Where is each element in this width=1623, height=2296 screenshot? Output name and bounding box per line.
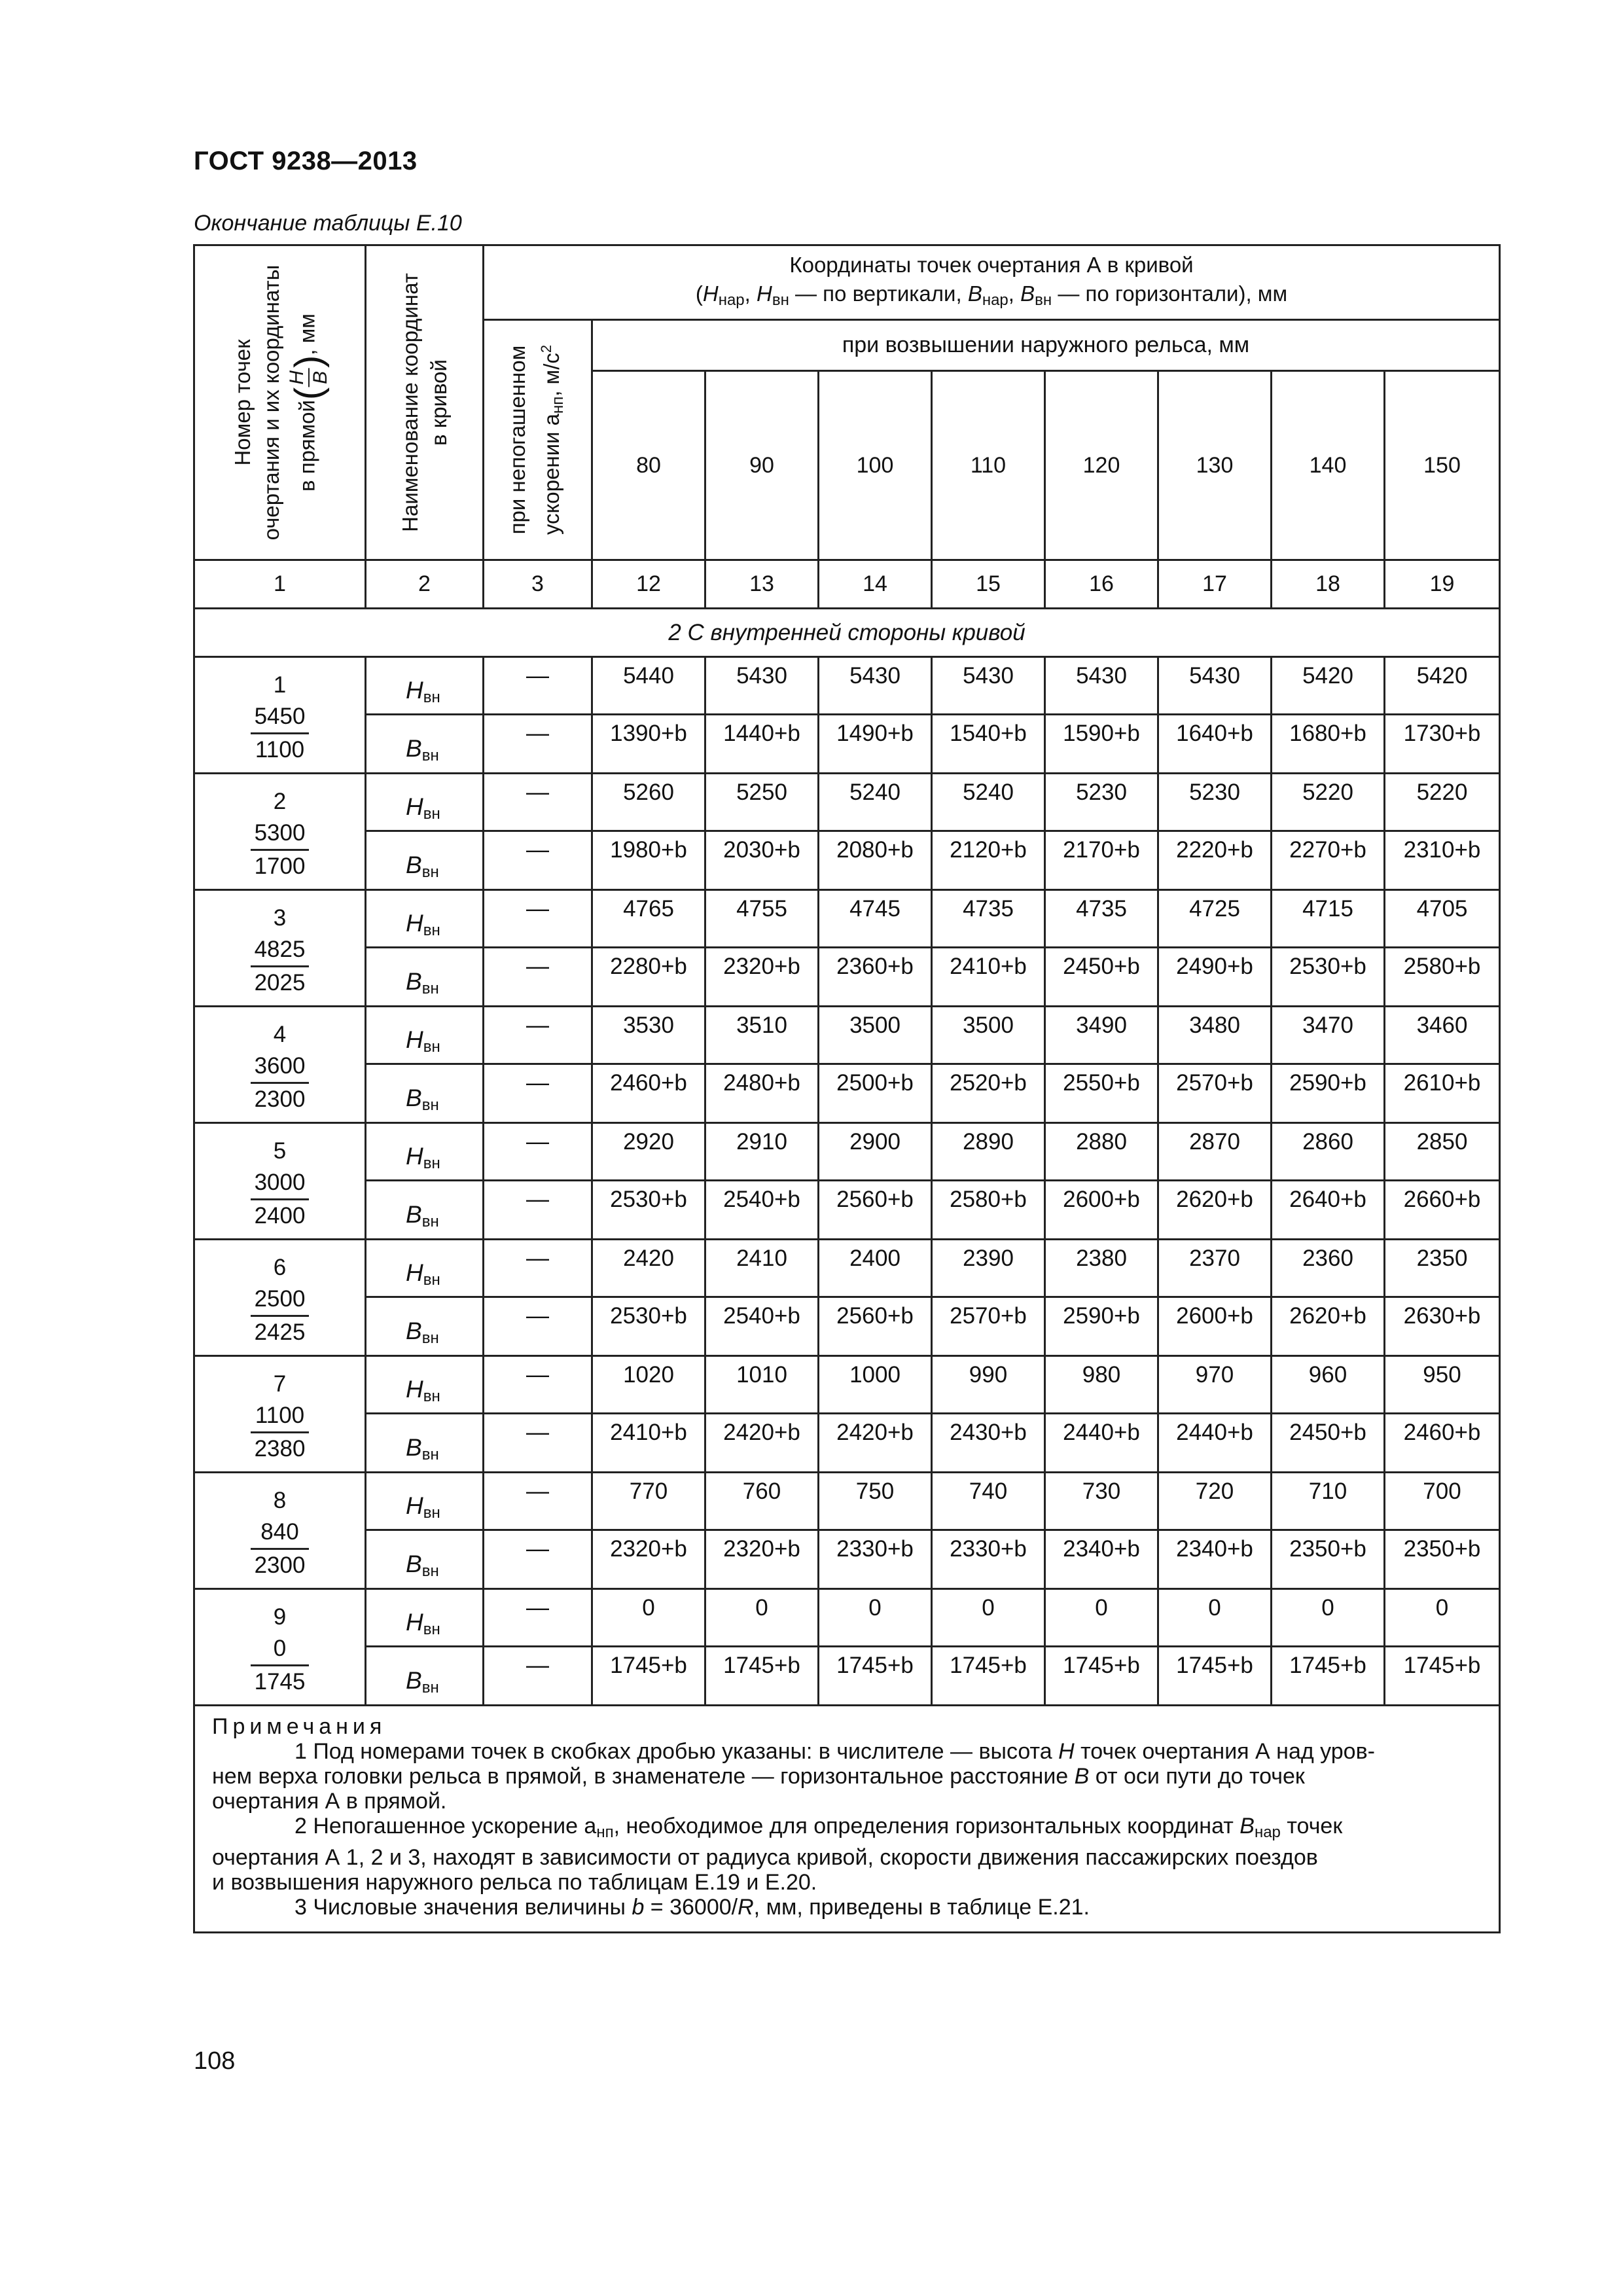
table-caption: Окончание таблицы Е.10 [194, 211, 462, 236]
value-cell: 0 [1045, 1589, 1158, 1647]
value-cell: 5430 [932, 657, 1045, 715]
value-cell: 2420+b [705, 1414, 819, 1473]
fraction-denominator: 1100 [255, 737, 305, 762]
fraction-numerator: 3600 [251, 1050, 310, 1084]
value-cell: 2430+b [932, 1414, 1045, 1473]
acceleration-cell: — [484, 1240, 592, 1297]
coordinate-h-label: $H_{вн}$ [366, 1473, 484, 1530]
value-cell: 2440+b [1158, 1414, 1272, 1473]
value-cell: 5240 [932, 774, 1045, 831]
value-cell: 2340+b [1045, 1530, 1158, 1589]
value-cell: 2620+b [1158, 1181, 1272, 1240]
fraction-denominator: 2300 [254, 1086, 306, 1112]
value-cell: 2220+b [1158, 831, 1272, 890]
value-cell: 2520+b [932, 1064, 1045, 1123]
value-cell: 2530+b [1272, 948, 1385, 1007]
coordinate-h-label: $H_{вн}$ [366, 1007, 484, 1064]
value-cell: 2630+b [1385, 1297, 1500, 1356]
value-cell: 2420+b [819, 1414, 932, 1473]
value-cell: 1010 [705, 1356, 819, 1414]
value-cell: 1540+b [932, 715, 1045, 774]
acceleration-cell: — [484, 831, 592, 890]
fraction-numerator: 5300 [251, 817, 310, 851]
point-fraction [251, 1400, 310, 1465]
point-number: 9 [273, 1604, 287, 1630]
table-row [194, 948, 1500, 1007]
value-cell: 2270+b [1272, 831, 1385, 890]
note-1-end: очертания А в прямой. [212, 1789, 447, 1814]
value-cell: 1490+b [819, 715, 932, 774]
value-cell: 0 [592, 1589, 705, 1647]
value-cell: 5430 [819, 657, 932, 715]
point-number: 1 [273, 672, 287, 698]
value-cell: 0 [705, 1589, 819, 1647]
value-cell: 2410+b [592, 1414, 705, 1473]
value-cell: 5230 [1158, 774, 1272, 831]
column-number-cell: 1 [194, 560, 366, 609]
table-row [194, 1181, 1500, 1240]
section-title: 2 С внутренней стороны кривой [194, 609, 1500, 657]
table-row [194, 1356, 1500, 1414]
acceleration-cell: — [484, 1123, 592, 1181]
fraction-numerator: 2500 [251, 1283, 310, 1317]
point-fraction [251, 1283, 310, 1348]
point-cell [194, 1123, 366, 1240]
value-cell: 2360+b [819, 948, 932, 1007]
value-cell: 4745 [819, 890, 932, 948]
acceleration-cell: — [484, 1181, 592, 1240]
coordinate-b-label: $B_{вн}$ [366, 1064, 484, 1123]
point-number: 8 [273, 1488, 287, 1513]
note-3: 3 Числовые значения величины b = 36000/R, мм, приведены в таблице Е.21. [294, 1895, 1090, 1920]
value-cell: 2320+b [705, 948, 819, 1007]
value-cell: 2350+b [1272, 1530, 1385, 1589]
value-cell: 2890 [932, 1123, 1045, 1181]
value-cell: 2420 [592, 1240, 705, 1297]
value-cell: 2580+b [1385, 948, 1500, 1007]
table-row [194, 1473, 1500, 1530]
value-cell: 2460+b [592, 1064, 705, 1123]
value-cell: 4705 [1385, 890, 1500, 948]
value-cell: 2030+b [705, 831, 819, 890]
coordinate-b-label: $B_{вн}$ [366, 1530, 484, 1589]
value-cell: 2450+b [1272, 1414, 1385, 1473]
value-cell: 2920 [592, 1123, 705, 1181]
value-cell: 2910 [705, 1123, 819, 1181]
column-number-cell: 15 [932, 560, 1045, 609]
value-cell: 5260 [592, 774, 705, 831]
value-cell: 2330+b [932, 1530, 1045, 1589]
value-cell: 1640+b [1158, 715, 1272, 774]
value-cell: 0 [1385, 1589, 1500, 1647]
elevation-header-cell: 150 [1385, 371, 1500, 560]
value-cell: 2610+b [1385, 1064, 1500, 1123]
table-row [194, 774, 1500, 831]
column-number-cell: 17 [1158, 560, 1272, 609]
value-cell: 3530 [592, 1007, 705, 1064]
value-cell: 5430 [1158, 657, 1272, 715]
value-cell: 950 [1385, 1356, 1500, 1414]
value-cell: 0 [932, 1589, 1045, 1647]
value-cell: 2530+b [592, 1181, 705, 1240]
coordinate-h-label: $H_{вн}$ [366, 1356, 484, 1414]
point-cell [194, 657, 366, 774]
value-cell: 1745+b [1158, 1647, 1272, 1706]
column-number-cell: 14 [819, 560, 932, 609]
column-number-cell: 18 [1272, 560, 1385, 609]
value-cell: 2860 [1272, 1123, 1385, 1181]
value-cell: 2500+b [819, 1064, 932, 1123]
acceleration-cell: — [484, 1414, 592, 1473]
value-cell: 2340+b [1158, 1530, 1272, 1589]
point-number: 7 [273, 1371, 287, 1397]
value-cell: 2530+b [592, 1297, 705, 1356]
value-cell: 1745+b [932, 1647, 1045, 1706]
elevation-header-cell: 130 [1158, 371, 1272, 560]
value-cell: 2560+b [819, 1297, 932, 1356]
column-number-cell: 13 [705, 560, 819, 609]
fraction-denominator: 2300 [254, 1552, 306, 1578]
value-cell: 5430 [1045, 657, 1158, 715]
table-row [194, 657, 1500, 715]
value-cell: 1730+b [1385, 715, 1500, 774]
table-row [194, 1123, 1500, 1181]
fraction-numerator: 1100 [251, 1400, 310, 1433]
value-cell: 2410 [705, 1240, 819, 1297]
note-2-end: и возвышения наружного рельса по таблицам Е.19 и Е.20. [212, 1870, 817, 1895]
value-cell: 700 [1385, 1473, 1500, 1530]
value-cell: 5420 [1385, 657, 1500, 715]
value-cell: 2480+b [705, 1064, 819, 1123]
coordinate-b-label: $B_{вн}$ [366, 1647, 484, 1706]
header-point-number: Номер точек очертания и их координаты в прямой( H B ), мм [194, 245, 366, 560]
value-cell: 2350+b [1385, 1530, 1500, 1589]
header-coordinate-name: Наименование координат в кривой [366, 245, 484, 560]
value-cell: 2400 [819, 1240, 932, 1297]
value-cell: 720 [1158, 1473, 1272, 1530]
value-cell: 2280+b [592, 948, 705, 1007]
coordinate-b-label: $B_{вн}$ [366, 715, 484, 774]
value-cell: 2380 [1045, 1240, 1158, 1297]
value-cell: 5430 [705, 657, 819, 715]
header-elevation: при возвышении наружного рельса, мм [592, 320, 1500, 371]
point-cell [194, 774, 366, 890]
value-cell: 2600+b [1158, 1297, 1272, 1356]
table-row [194, 831, 1500, 890]
point-number: 4 [273, 1022, 287, 1047]
value-cell: 2320+b [705, 1530, 819, 1589]
table-row [194, 1240, 1500, 1297]
table-row [194, 1064, 1500, 1123]
value-cell: 2460+b [1385, 1414, 1500, 1473]
value-cell: 710 [1272, 1473, 1385, 1530]
point-fraction [251, 1167, 310, 1232]
value-cell: 760 [705, 1473, 819, 1530]
fraction-denominator: 1700 [254, 853, 306, 879]
value-cell: 5220 [1272, 774, 1385, 831]
point-number: 2 [273, 789, 287, 814]
value-cell: 2620+b [1272, 1297, 1385, 1356]
value-cell: 4765 [592, 890, 705, 948]
value-cell: 750 [819, 1473, 932, 1530]
header-coordinates: Координаты точек очертания А в кривой ($H_{нар}$, $H_{вн}$ — по вертикали, $B_{нар}$, $B_{вн}$ — по горизонтали), мм [484, 245, 1500, 320]
value-cell: 730 [1045, 1473, 1158, 1530]
value-cell: 2540+b [705, 1297, 819, 1356]
value-cell: 2900 [819, 1123, 932, 1181]
table-row [194, 1297, 1500, 1356]
notes-block [194, 1706, 1500, 1933]
value-cell: 2590+b [1272, 1064, 1385, 1123]
note-2-cont: очертания А 1, 2 и 3, находят в зависимости от радиуса кривой, скорости движения пассажирских поездов [212, 1845, 1318, 1870]
value-cell: 1000 [819, 1356, 932, 1414]
coordinate-h-label: $H_{вн}$ [366, 1240, 484, 1297]
point-cell [194, 890, 366, 1007]
value-cell: 2390 [932, 1240, 1045, 1297]
value-cell: 2310+b [1385, 831, 1500, 890]
value-cell: 1590+b [1045, 715, 1158, 774]
value-cell: 2540+b [705, 1181, 819, 1240]
fraction-denominator: 2425 [254, 1319, 306, 1345]
point-fraction [251, 1516, 310, 1581]
value-cell: 960 [1272, 1356, 1385, 1414]
fraction-denominator: 1745 [254, 1669, 306, 1695]
value-cell: 2560+b [819, 1181, 932, 1240]
value-cell: 2170+b [1045, 831, 1158, 890]
table-row [194, 1589, 1500, 1647]
fraction-numerator: 840 [251, 1516, 310, 1550]
value-cell: 2870 [1158, 1123, 1272, 1181]
document-code: ГОСТ 9238—2013 [194, 147, 418, 175]
coordinate-b-label: $B_{вн}$ [366, 948, 484, 1007]
acceleration-cell: — [484, 1473, 592, 1530]
header-acceleration: при непогашенном ускорении $а_{нп}$, $м/с^2$ [484, 320, 592, 560]
value-cell: 0 [1158, 1589, 1272, 1647]
coordinates-table [193, 244, 1501, 1933]
value-cell: 5440 [592, 657, 705, 715]
coordinate-b-label: $B_{вн}$ [366, 1414, 484, 1473]
fraction-denominator: 2025 [254, 970, 306, 996]
value-cell: 770 [592, 1473, 705, 1530]
value-cell: 5230 [1045, 774, 1158, 831]
note-2: 2 Непогашенное ускорение $а_{нп}$, необходимое для определения горизонтальных координат $B_{нар}$ точек [294, 1814, 1343, 1841]
value-cell: 1745+b [1272, 1647, 1385, 1706]
acceleration-cell: — [484, 1007, 592, 1064]
elevation-header-cell: 110 [932, 371, 1045, 560]
column-number-cell: 12 [592, 560, 705, 609]
acceleration-cell: — [484, 1589, 592, 1647]
value-cell: 740 [932, 1473, 1045, 1530]
fraction-denominator: 2380 [254, 1436, 306, 1462]
value-cell: 3490 [1045, 1007, 1158, 1064]
fraction-numerator: 5450 [251, 701, 310, 734]
coordinate-h-label: $H_{вн}$ [366, 890, 484, 948]
coordinate-b-label: $B_{вн}$ [366, 1297, 484, 1356]
value-cell: 3510 [705, 1007, 819, 1064]
value-cell: 2410+b [932, 948, 1045, 1007]
point-number: 5 [273, 1138, 287, 1164]
point-fraction [251, 1050, 310, 1115]
elevation-header-cell: 90 [705, 371, 819, 560]
table-row [194, 715, 1500, 774]
value-cell: 1745+b [705, 1647, 819, 1706]
value-cell: 2350 [1385, 1240, 1500, 1297]
point-cell [194, 1007, 366, 1123]
acceleration-cell: — [484, 948, 592, 1007]
acceleration-cell: — [484, 1064, 592, 1123]
elevation-header-cell: 120 [1045, 371, 1158, 560]
page-number: 108 [194, 2047, 236, 2075]
note-1-cont: нем верха головки рельса в прямой, в знаменателе — горизонтальное расстояние B от оси пути до точек [212, 1764, 1305, 1789]
value-cell: 2660+b [1385, 1181, 1500, 1240]
value-cell: 1390+b [592, 715, 705, 774]
acceleration-cell: — [484, 715, 592, 774]
value-cell: 2440+b [1045, 1414, 1158, 1473]
value-cell: 1745+b [1045, 1647, 1158, 1706]
elevation-header-cell: 100 [819, 371, 932, 560]
point-cell [194, 1589, 366, 1706]
value-cell: 5420 [1272, 657, 1385, 715]
point-fraction [251, 934, 310, 999]
value-cell: 2850 [1385, 1123, 1500, 1181]
acceleration-cell: — [484, 657, 592, 715]
point-fraction [251, 1633, 310, 1698]
note-1: 1 Под номерами точек в скобках дробью указаны: в числителе — высота H точек очертания А над уров- [294, 1739, 1375, 1764]
point-fraction [251, 701, 310, 766]
value-cell: 5250 [705, 774, 819, 831]
value-cell: 2570+b [1158, 1064, 1272, 1123]
table-row [194, 890, 1500, 948]
coordinate-h-label: $H_{вн}$ [366, 1589, 484, 1647]
notes-title: Примечания [212, 1714, 387, 1739]
point-fraction [251, 817, 310, 882]
value-cell: 1745+b [1385, 1647, 1500, 1706]
value-cell: 1745+b [819, 1647, 932, 1706]
coordinate-h-label: $H_{вн}$ [366, 1123, 484, 1181]
value-cell: 2450+b [1045, 948, 1158, 1007]
fraction-numerator: 4825 [251, 934, 310, 967]
point-cell [194, 1356, 366, 1473]
column-number-cell: 16 [1045, 560, 1158, 609]
fraction-numerator: 3000 [251, 1167, 310, 1200]
value-cell: 4715 [1272, 890, 1385, 948]
value-cell: 990 [932, 1356, 1045, 1414]
value-cell: 0 [1272, 1589, 1385, 1647]
coordinate-b-label: $B_{вн}$ [366, 1181, 484, 1240]
table-row [194, 1007, 1500, 1064]
value-cell: 3500 [819, 1007, 932, 1064]
value-cell: 4755 [705, 890, 819, 948]
fraction-denominator: 2400 [254, 1203, 306, 1229]
point-number: 3 [273, 905, 287, 931]
value-cell: 2590+b [1045, 1297, 1158, 1356]
value-cell: 970 [1158, 1356, 1272, 1414]
value-cell: 1980+b [592, 831, 705, 890]
value-cell: 3500 [932, 1007, 1045, 1064]
value-cell: 4735 [1045, 890, 1158, 948]
acceleration-cell: — [484, 1356, 592, 1414]
coordinate-b-label: $B_{вн}$ [366, 831, 484, 890]
value-cell: 2600+b [1045, 1181, 1158, 1240]
value-cell: 3480 [1158, 1007, 1272, 1064]
column-number-cell: 2 [366, 560, 484, 609]
column-number-cell: 19 [1385, 560, 1500, 609]
value-cell: 0 [819, 1589, 932, 1647]
value-cell: 4725 [1158, 890, 1272, 948]
value-cell: 3470 [1272, 1007, 1385, 1064]
fraction-numerator: 0 [251, 1633, 310, 1666]
value-cell: 2570+b [932, 1297, 1045, 1356]
value-cell: 3460 [1385, 1007, 1500, 1064]
value-cell: 2320+b [592, 1530, 705, 1589]
table-row [194, 1647, 1500, 1706]
value-cell: 2580+b [932, 1181, 1045, 1240]
point-number: 6 [273, 1255, 287, 1280]
value-cell: 2120+b [932, 831, 1045, 890]
elevation-header-cell: 140 [1272, 371, 1385, 560]
table-row [194, 1414, 1500, 1473]
value-cell: 2370 [1158, 1240, 1272, 1297]
acceleration-cell: — [484, 774, 592, 831]
value-cell: 2640+b [1272, 1181, 1385, 1240]
column-number-cell: 3 [484, 560, 592, 609]
value-cell: 1020 [592, 1356, 705, 1414]
value-cell: 1680+b [1272, 715, 1385, 774]
value-cell: 2080+b [819, 831, 932, 890]
value-cell: 5240 [819, 774, 932, 831]
point-cell [194, 1240, 366, 1356]
coordinate-h-label: $H_{вн}$ [366, 657, 484, 715]
value-cell: 1745+b [592, 1647, 705, 1706]
acceleration-cell: — [484, 1530, 592, 1589]
value-cell: 2550+b [1045, 1064, 1158, 1123]
value-cell: 2490+b [1158, 948, 1272, 1007]
elevation-header-cell: 80 [592, 371, 705, 560]
value-cell: 2360 [1272, 1240, 1385, 1297]
value-cell: 2330+b [819, 1530, 932, 1589]
value-cell: 980 [1045, 1356, 1158, 1414]
value-cell: 5220 [1385, 774, 1500, 831]
table-row [194, 1530, 1500, 1589]
value-cell: 4735 [932, 890, 1045, 948]
acceleration-cell: — [484, 1647, 592, 1706]
value-cell: 1440+b [705, 715, 819, 774]
acceleration-cell: — [484, 890, 592, 948]
acceleration-cell: — [484, 1297, 592, 1356]
value-cell: 2880 [1045, 1123, 1158, 1181]
point-cell [194, 1473, 366, 1589]
coordinate-h-label: $H_{вн}$ [366, 774, 484, 831]
